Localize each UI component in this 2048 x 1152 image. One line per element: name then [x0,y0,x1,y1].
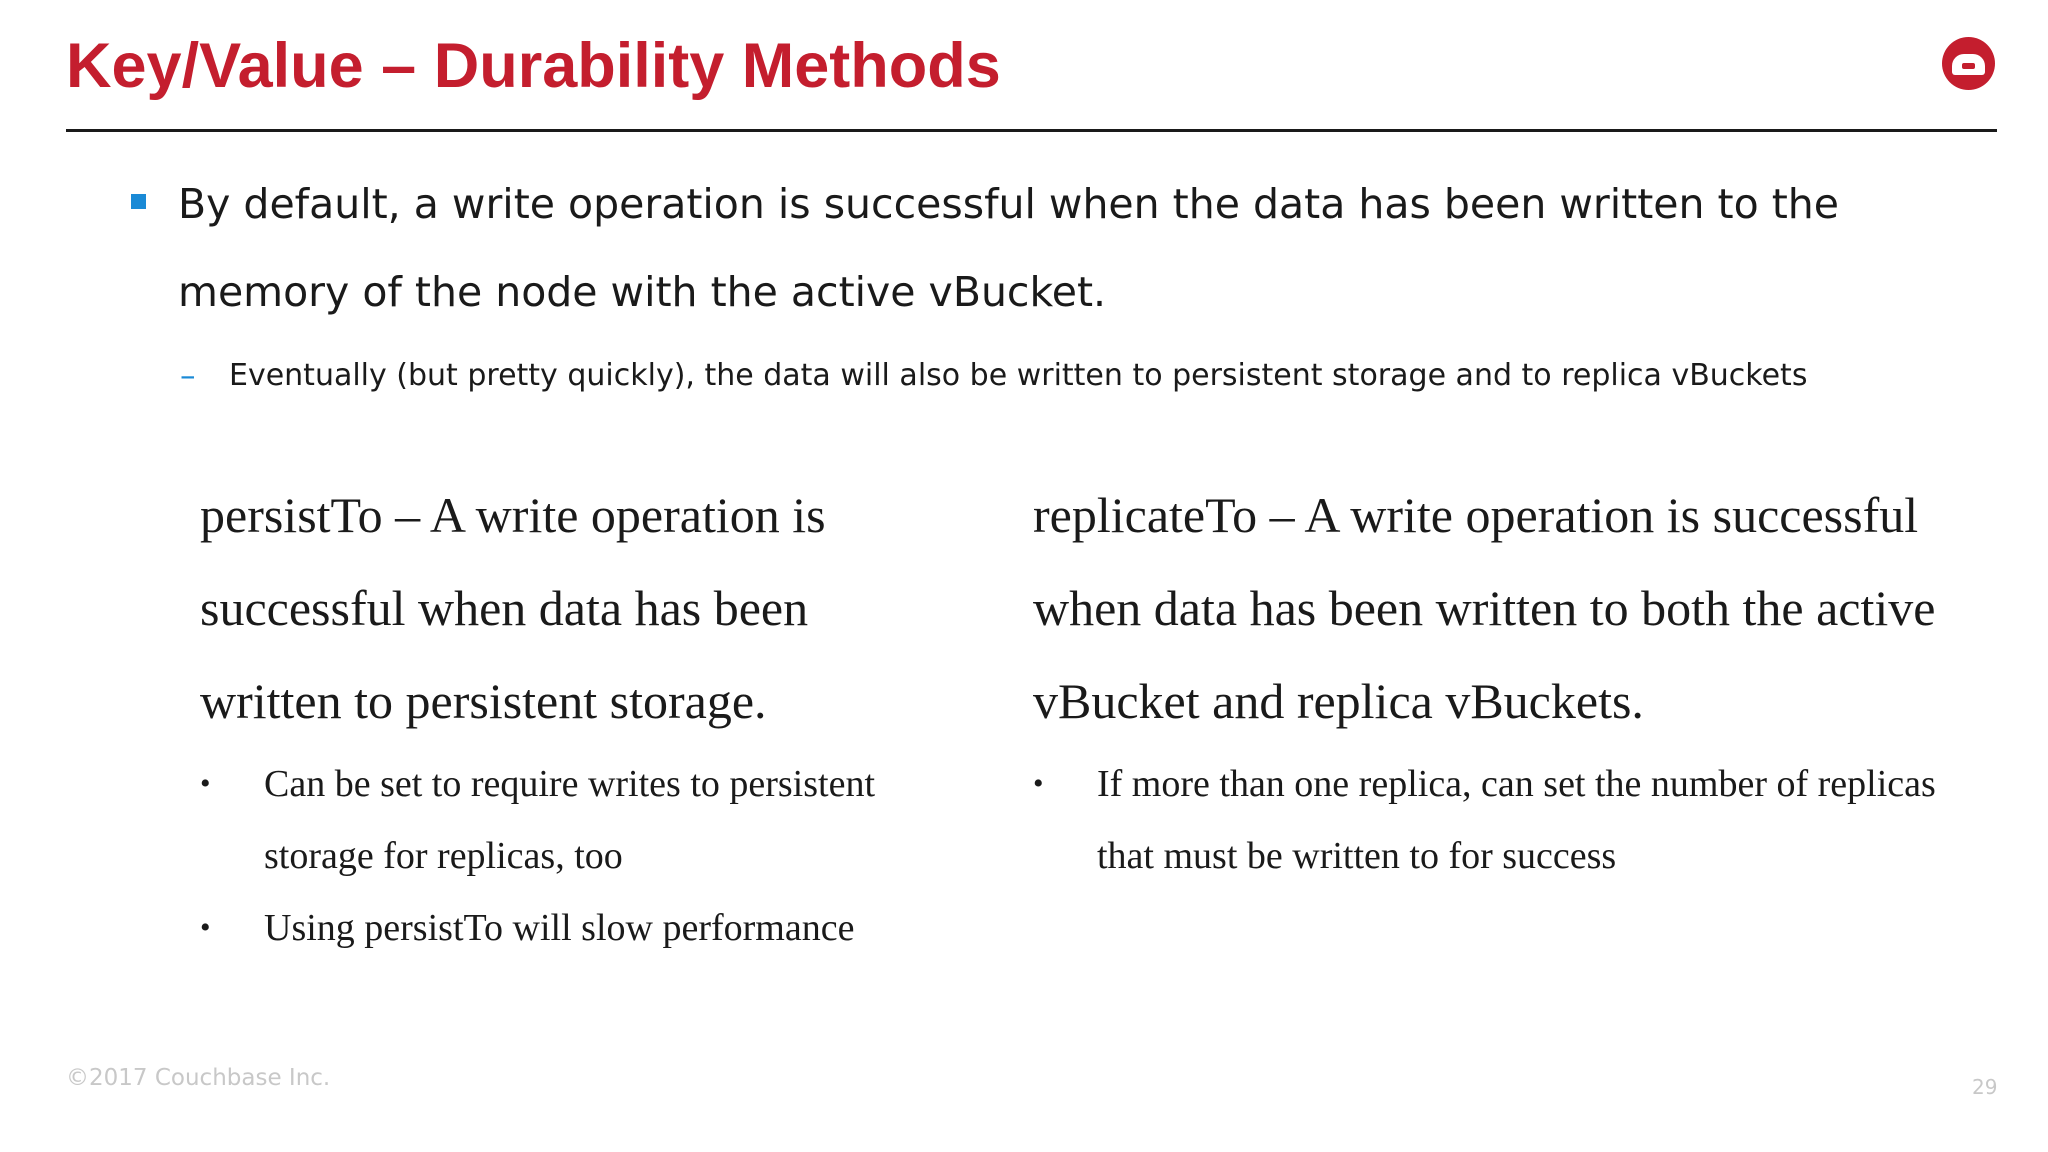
dot-bullet-icon: • [200,767,211,800]
list-item-text: Can be set to require writes to persistent storage for replicas, too [264,763,876,877]
logo-notch [1962,63,1975,69]
logo-shape [1952,54,1985,75]
list-item-text: Using persistTo will slow performance [264,907,855,949]
persist-to-heading: persistTo – A write operation is successful when data has been written to persistent storage. [200,487,826,729]
page-number: 29 [1972,1075,1998,1099]
persist-to-bullets [200,748,960,964]
replicate-to-heading: replicateTo – A write operation is successful when data has been written to both the active vBucket and replica vBuckets. [1033,487,1936,729]
slide-title: Key/Value – Durability Methods [66,31,1001,101]
dot-bullet-icon: • [200,911,211,944]
title-divider [66,129,1997,132]
dot-bullet-icon: • [1033,767,1044,800]
copyright-text: ©2017 Couchbase Inc. [66,1065,331,1091]
replicate-to-column [1033,469,1953,892]
list-item-text: If more than one replica, can set the number of replicas that must be written to for success [1097,763,1936,877]
list-item [200,892,960,964]
list-item [200,748,960,892]
sub-bullet-text: Eventually (but pretty quickly), the data will also be written to persistent storage and to replica vBuckets [229,358,1808,393]
replicate-to-bullets [1033,748,1953,892]
list-item [1033,748,1953,892]
dash-bullet-icon: – [180,358,196,394]
square-bullet-icon [131,194,146,209]
couchbase-logo-icon [1942,37,1995,90]
main-bullet-text: By default, a write operation is successful when the data has been written to the memory of the node with the active vBucket. [178,180,1840,316]
persist-to-column [200,469,960,964]
